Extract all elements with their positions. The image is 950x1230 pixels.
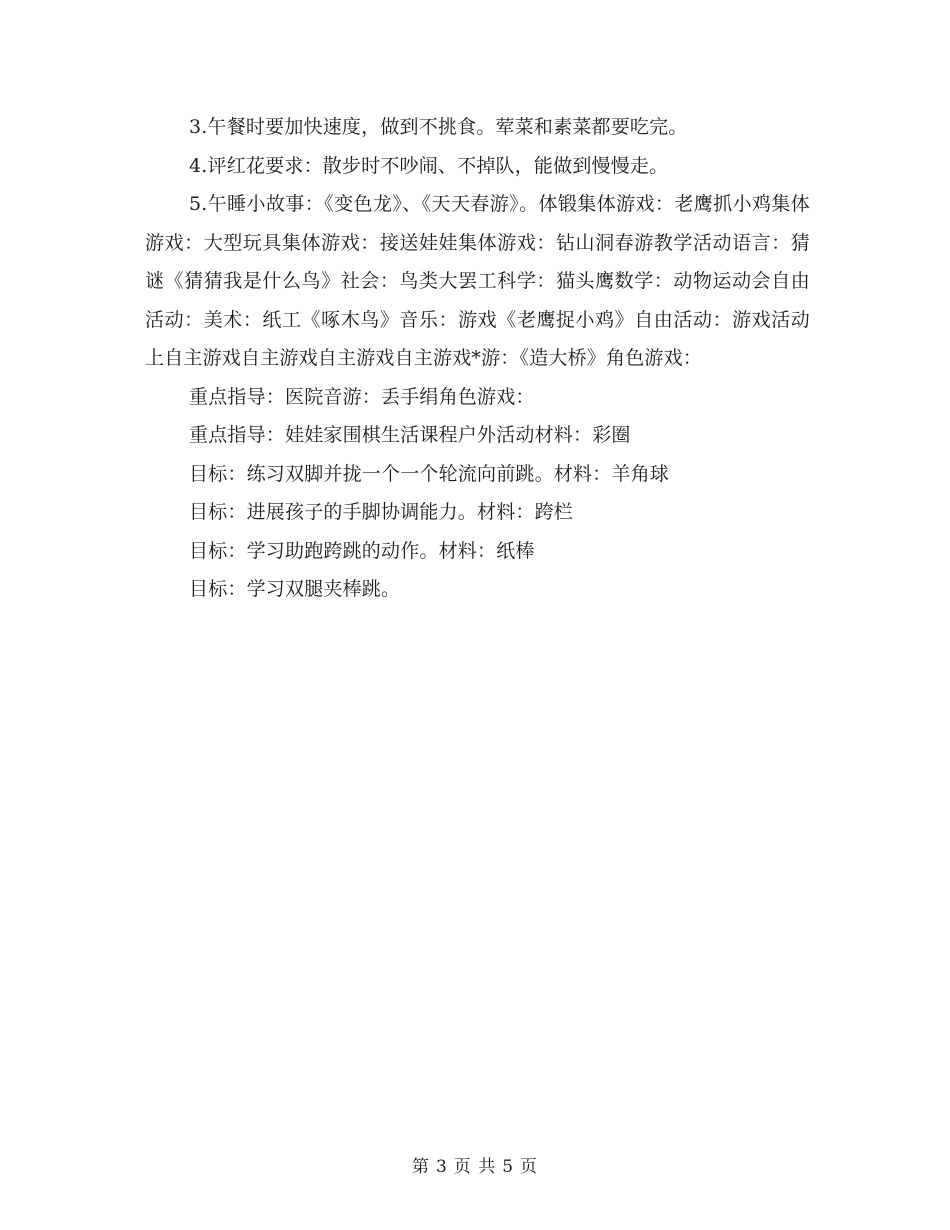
paragraph-nap-story: 5.午睡小故事：《变色龙》、《天天春游》。体锻集体游戏：老鹰抓小鸡集体游戏：大型玩具集体游戏：接送娃娃集体游戏：钻山洞春游教学活动语言：猜谜《猜猜我是什么鸟》社会：鸟类大罢工科学：猫头鹰数学：动物运动会自由活动：美术：纸工《啄木鸟》音乐：游戏《老鹰捉小鸡》自由活动：游戏活动上自主游戏自主游戏自主游戏自主游戏*游：《造大桥》角色游戏：	[145, 193, 810, 369]
paragraph-lunch: 3.午餐时要加快速度，做到不挑食。荤菜和素菜都要吃完。	[189, 116, 688, 138]
paragraph-goal-stick-jump: 目标：学习双腿夹棒跳。	[189, 578, 401, 600]
page-footer	[0, 1152, 950, 1177]
footer-middle: 页 共	[453, 1157, 497, 1177]
paragraph-guidance-dollhouse: 重点指导：娃娃家围棋生活课程户外活动材料：彩圈	[189, 424, 631, 446]
footer-prefix: 第	[411, 1157, 430, 1177]
document-body	[145, 108, 810, 609]
footer-current-page: 3	[435, 1157, 448, 1177]
paragraph-goal-jump: 目标：练习双脚并拢一个一个轮流向前跳。材料：羊角球	[189, 462, 670, 485]
footer-suffix: 页	[520, 1157, 539, 1177]
paragraph-guidance-hospital: 重点指导：医院音游：丢手绢角色游戏：	[189, 385, 535, 408]
footer-total-pages: 5	[502, 1157, 515, 1177]
paragraph-goal-coordination: 目标：进展孩子的手脚协调能力。材料：跨栏	[189, 501, 574, 523]
paragraph-goal-hurdle: 目标：学习助跑跨跳的动作。材料：纸棒	[189, 539, 535, 562]
paragraph-red-flower: 4.评红花要求：散步时不吵闹、不掉队，能做到慢慢走。	[189, 154, 669, 177]
